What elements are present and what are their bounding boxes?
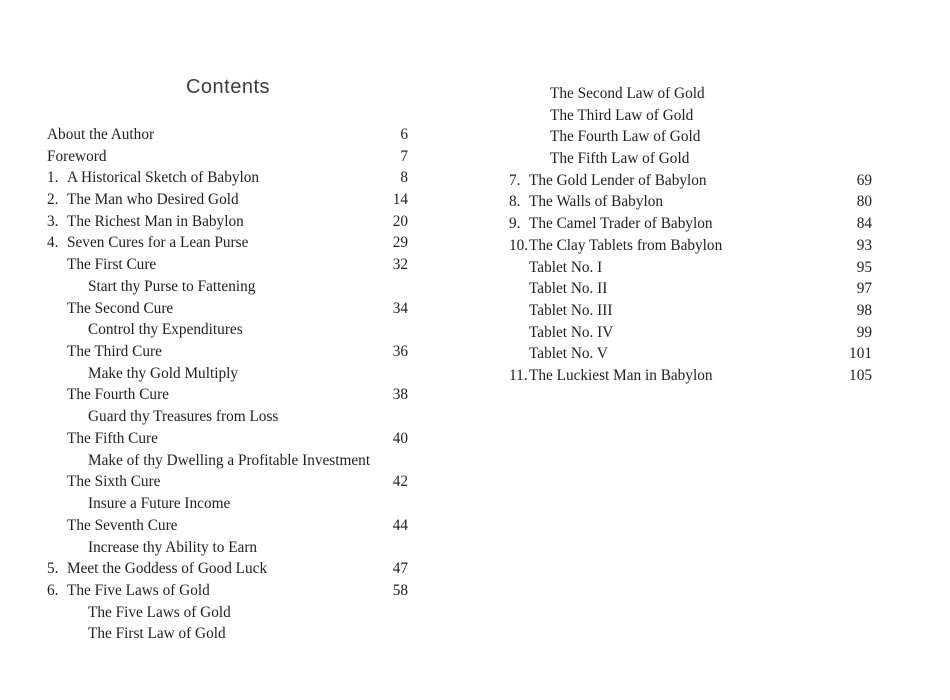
toc-entry-number: 5. xyxy=(47,560,59,578)
toc-entry-number: 2. xyxy=(47,191,59,209)
toc-entry xyxy=(509,83,872,105)
toc-entry xyxy=(47,385,408,407)
toc-entry-title: Tablet No. V xyxy=(529,345,608,363)
toc-entry-page: 47 xyxy=(392,560,408,578)
toc-entry-page: 29 xyxy=(392,234,408,252)
toc-entry xyxy=(47,363,408,385)
toc-entry xyxy=(47,189,408,211)
toc-entry xyxy=(509,365,872,387)
toc-entry-title: The Sixth Cure xyxy=(67,473,161,491)
toc-entry xyxy=(47,472,408,494)
toc-entry xyxy=(47,450,408,472)
toc-entry-number: 1. xyxy=(47,169,59,187)
toc-entry-number: 11. xyxy=(509,367,528,385)
toc-entry-page: 7 xyxy=(400,147,408,165)
toc-entry-number: 9. xyxy=(509,215,521,233)
toc-entry-number: 8. xyxy=(509,193,521,211)
toc-entry xyxy=(47,580,408,602)
toc-entry-page: 8 xyxy=(400,169,408,187)
toc-entry xyxy=(47,124,408,146)
toc-entry xyxy=(509,170,872,192)
toc-entry-page: 32 xyxy=(392,256,408,274)
toc-entry-page: 14 xyxy=(392,191,408,209)
toc-entry-page: 84 xyxy=(856,215,872,233)
toc-entry-page: 95 xyxy=(856,258,872,276)
toc-entry-title: The Walls of Babylon xyxy=(529,193,664,211)
toc-entry-page: 105 xyxy=(849,367,872,385)
toc-entry-title: A Historical Sketch of Babylon xyxy=(67,169,260,187)
toc-entry-title: The First Law of Gold xyxy=(88,625,226,643)
toc-entry-title: The Gold Lender of Babylon xyxy=(529,171,707,189)
page-title: Contents xyxy=(185,76,271,98)
toc-entry-page: 38 xyxy=(392,386,408,404)
toc-entry xyxy=(47,515,408,537)
toc-entry-title: The Fourth Cure xyxy=(67,386,169,404)
toc-entry-title: Tablet No. II xyxy=(529,280,608,298)
toc-entry-title: Increase thy Ability to Earn xyxy=(88,538,258,556)
toc-entry xyxy=(47,624,408,646)
toc-entry-title: The Second Law of Gold xyxy=(550,84,705,102)
toc-entry-page: 80 xyxy=(856,193,872,211)
toc-entry xyxy=(509,148,872,170)
toc-entry xyxy=(47,319,408,341)
toc-entry xyxy=(509,235,872,257)
toc-entry xyxy=(47,276,408,298)
toc-entry-title: Insure a Future Income xyxy=(88,495,231,513)
toc-entry-title: The Luckiest Man in Babylon xyxy=(529,367,713,385)
toc-entry-title: The Seventh Cure xyxy=(67,516,178,534)
toc-entry xyxy=(47,211,408,233)
toc-entry xyxy=(47,537,408,559)
toc-entry xyxy=(47,341,408,363)
toc-entry-page: 42 xyxy=(392,473,408,491)
toc-entry-number: 4. xyxy=(47,234,59,252)
toc-entry xyxy=(47,558,408,580)
toc-entry-page: 36 xyxy=(392,343,408,361)
toc-entry xyxy=(509,105,872,127)
toc-column-left xyxy=(47,124,408,645)
toc-entry xyxy=(47,254,408,276)
toc-entry-title: Tablet No. III xyxy=(529,302,613,320)
toc-entry-page: 58 xyxy=(392,581,408,599)
toc-entry xyxy=(509,322,872,344)
toc-entry xyxy=(509,126,872,148)
toc-entry-title: Control thy Expenditures xyxy=(88,321,243,339)
toc-entry xyxy=(47,233,408,255)
toc-entry xyxy=(47,428,408,450)
toc-entry-title: About the Author xyxy=(47,125,155,143)
toc-entry-title: The Five Laws of Gold xyxy=(67,581,210,599)
toc-entry-title: The Fifth Cure xyxy=(67,429,158,447)
toc-entry xyxy=(509,257,872,279)
toc-entry-page: 20 xyxy=(392,212,408,230)
toc-entry-page: 97 xyxy=(856,280,872,298)
toc-entry-page: 40 xyxy=(392,429,408,447)
toc-entry xyxy=(509,278,872,300)
toc-entry-title: Foreword xyxy=(47,147,107,165)
toc-entry-title: The Richest Man in Babylon xyxy=(67,212,244,230)
toc-entry-title: The Second Cure xyxy=(67,299,174,317)
toc-entry xyxy=(509,344,872,366)
toc-entry-page: 101 xyxy=(849,345,872,363)
toc-entry-title: The Man who Desired Gold xyxy=(67,191,239,209)
toc-entry-page: 99 xyxy=(856,323,872,341)
toc-column-right xyxy=(509,83,872,387)
toc-entry-title: Tablet No. I xyxy=(529,258,603,276)
toc-entry xyxy=(509,192,872,214)
toc-entry-page: 69 xyxy=(856,171,872,189)
toc-entry-title: Start thy Purse to Fattening xyxy=(88,277,256,295)
toc-entry-title: Tablet No. IV xyxy=(529,323,614,341)
toc-entry-page: 44 xyxy=(392,516,408,534)
toc-entry-page: 6 xyxy=(400,125,408,143)
toc-entry-title: The Five Laws of Gold xyxy=(88,603,231,621)
toc-entry-number: 6. xyxy=(47,581,59,599)
toc-entry xyxy=(47,493,408,515)
toc-entry-page: 93 xyxy=(856,236,872,254)
toc-entry xyxy=(47,167,408,189)
toc-entry-title: The Clay Tablets from Babylon xyxy=(529,236,723,254)
toc-entry xyxy=(509,213,872,235)
toc-entry xyxy=(47,298,408,320)
toc-entry-title: The Third Cure xyxy=(67,343,162,361)
toc-entry-title: Guard thy Treasures from Loss xyxy=(88,408,279,426)
toc-entry-number: 7. xyxy=(509,171,521,189)
toc-entry xyxy=(509,300,872,322)
toc-entry-title: Make thy Gold Multiply xyxy=(88,364,238,382)
toc-entry-title: Make of thy Dwelling a Profitable Investment xyxy=(88,451,371,469)
toc-entry-title: Meet the Goddess of Good Luck xyxy=(67,560,268,578)
toc-entry xyxy=(47,146,408,168)
toc-entry xyxy=(47,602,408,624)
toc-entry-number: 3. xyxy=(47,212,59,230)
toc-entry-page: 34 xyxy=(392,299,408,317)
toc-entry-title: Seven Cures for a Lean Purse xyxy=(67,234,249,252)
toc-entry-title: The Camel Trader of Babylon xyxy=(529,215,713,233)
toc-entry-title: The Fifth Law of Gold xyxy=(550,150,690,168)
toc-entry-title: The First Cure xyxy=(67,256,157,274)
toc-entry-page: 98 xyxy=(856,302,872,320)
toc-entry-title: The Third Law of Gold xyxy=(550,106,694,124)
toc-entry-number: 10. xyxy=(509,236,529,254)
toc-entry xyxy=(47,406,408,428)
toc-entry-title: The Fourth Law of Gold xyxy=(550,128,701,146)
